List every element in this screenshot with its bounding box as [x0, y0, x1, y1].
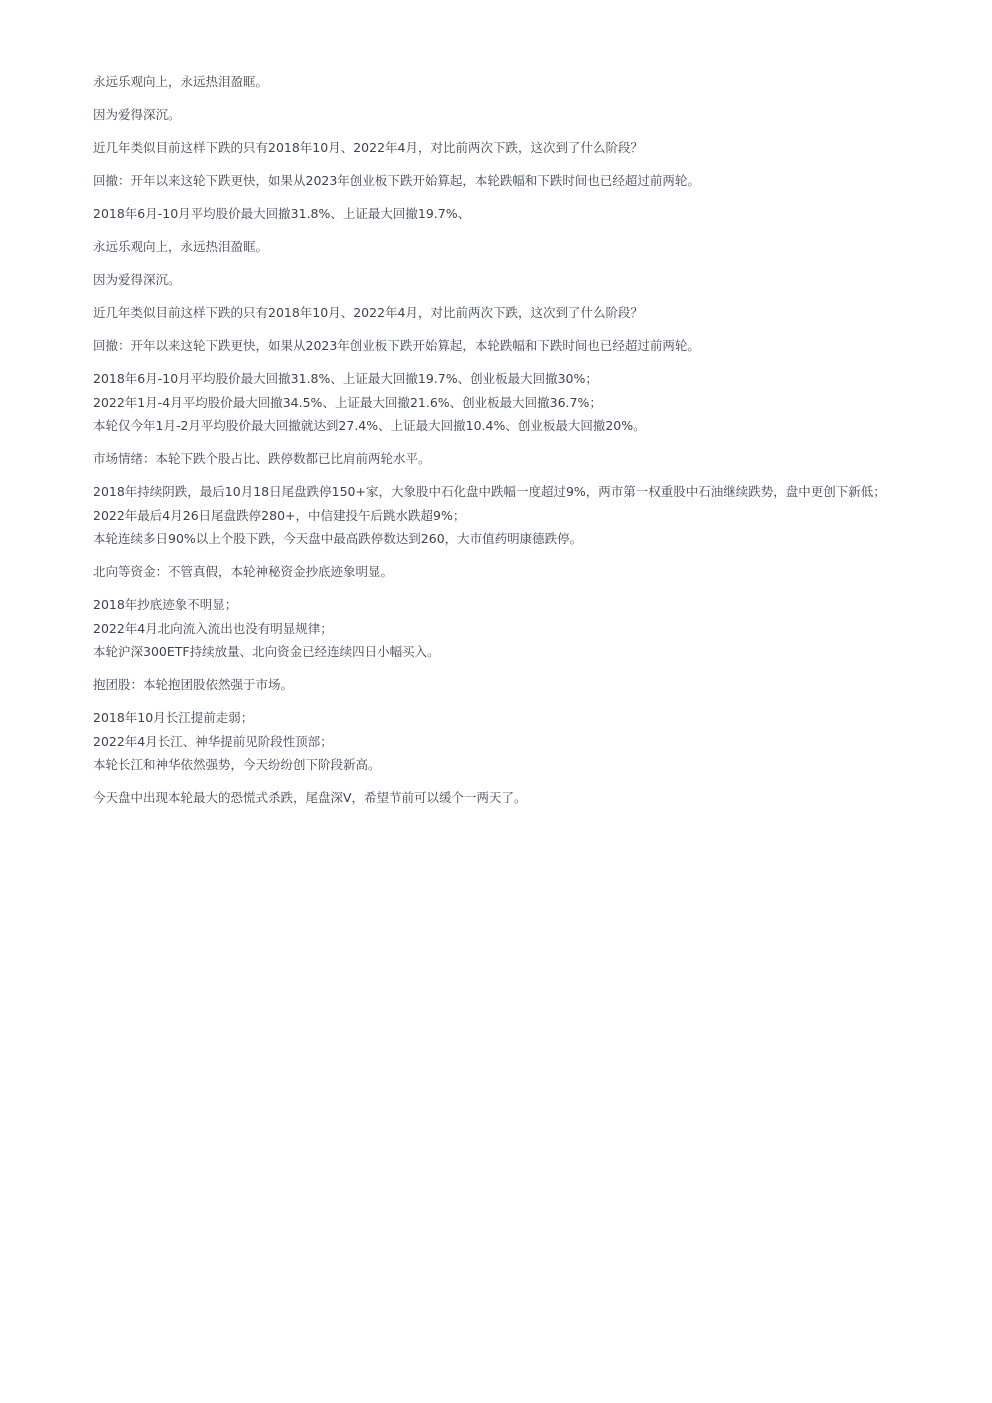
text-line: 因为爱得深沉。: [93, 272, 181, 287]
text-line: 2018年持续阴跌，最后10月18日尾盘跌停150+家，大象股中石化盘中跌幅一度超过9%，两市第一权重股中石油继续跌势，盘中更创下新低；: [93, 484, 886, 499]
text-line: 北向等资金：不管真假，本轮神秘资金抄底迹象明显。: [93, 564, 394, 579]
text-line: 本轮沪深300ETF持续放量、北向资金已经连续四日小幅买入。: [93, 644, 440, 659]
text-line: 2022年4月长江、神华提前见阶段性顶部；: [93, 733, 333, 749]
paragraph: [93, 447, 973, 471]
paragraph: [93, 169, 973, 193]
paragraph: [93, 334, 973, 358]
text-line: 2022年1月-4月平均股价最大回撤34.5%、上证最大回撤21.6%、创业板最大回撤36.7%；: [93, 394, 602, 410]
paragraph: [93, 70, 973, 94]
paragraph: [93, 268, 973, 292]
text-line: 今天盘中出现本轮最大的恐慌式杀跌，尾盘深V，希望节前可以缓个一两天了。: [93, 790, 527, 805]
document-body: [93, 70, 973, 810]
text-line: 2022年最后4月26日尾盘跌停280+，中信建投午后跳水跌超9%；: [93, 507, 466, 523]
paragraph: [93, 480, 973, 551]
text-line: 近几年类似目前这样下跌的只有2018年10月、2022年4月，对比前两次下跌，这次到了什么阶段？: [93, 140, 643, 155]
text-line: 永远乐观向上，永远热泪盈眶。: [93, 239, 269, 254]
text-line: 回撤：开年以来这轮下跌更快，如果从2023年创业板下跌开始算起，本轮跌幅和下跌时间也已经超过前两轮。: [93, 338, 700, 353]
paragraph: [93, 136, 973, 160]
text-line: 近几年类似目前这样下跌的只有2018年10月、2022年4月，对比前两次下跌，这次到了什么阶段？: [93, 305, 643, 320]
text-line: 本轮仅今年1月-2月平均股价最大回撤就达到27.4%、上证最大回撤10.4%、创业板最大回撤20%。: [93, 418, 646, 433]
text-line: 市场情绪：本轮下跌个股占比、跌停数都已比肩前两轮水平。: [93, 451, 431, 466]
paragraph: [93, 103, 973, 127]
text-line: 2018年抄底迹象不明显；: [93, 597, 238, 612]
paragraph: [93, 673, 973, 697]
text-line: 2022年4月北向流入流出也没有明显规律；: [93, 620, 333, 636]
text-line: 本轮连续多日90%以上个股下跌，今天盘中最高跌停数达到260，大市值药明康德跌停。: [93, 531, 583, 546]
text-line: 因为爱得深沉。: [93, 107, 181, 122]
paragraph: [93, 706, 973, 777]
paragraph: [93, 202, 973, 226]
text-line: 2018年10月长江提前走弱；: [93, 710, 254, 725]
paragraph: [93, 301, 973, 325]
text-line: 2018年6月-10月平均股价最大回撤31.8%、上证最大回撤19.7%、创业板最大回撤30%；: [93, 371, 598, 386]
text-line: 2018年6月-10月平均股价最大回撤31.8%、上证最大回撤19.7%、: [93, 206, 471, 221]
text-line: 永远乐观向上，永远热泪盈眶。: [93, 74, 269, 89]
paragraph: [93, 786, 973, 810]
paragraph: [93, 593, 973, 664]
text-line: 回撤：开年以来这轮下跌更快，如果从2023年创业板下跌开始算起，本轮跌幅和下跌时间也已经超过前两轮。: [93, 173, 700, 188]
paragraph: [93, 560, 973, 584]
text-line: 抱团股：本轮抱团股依然强于市场。: [93, 677, 294, 692]
text-line: 本轮长江和神华依然强势，今天纷纷创下阶段新高。: [93, 757, 381, 772]
paragraph: [93, 367, 973, 438]
paragraph: [93, 235, 973, 259]
